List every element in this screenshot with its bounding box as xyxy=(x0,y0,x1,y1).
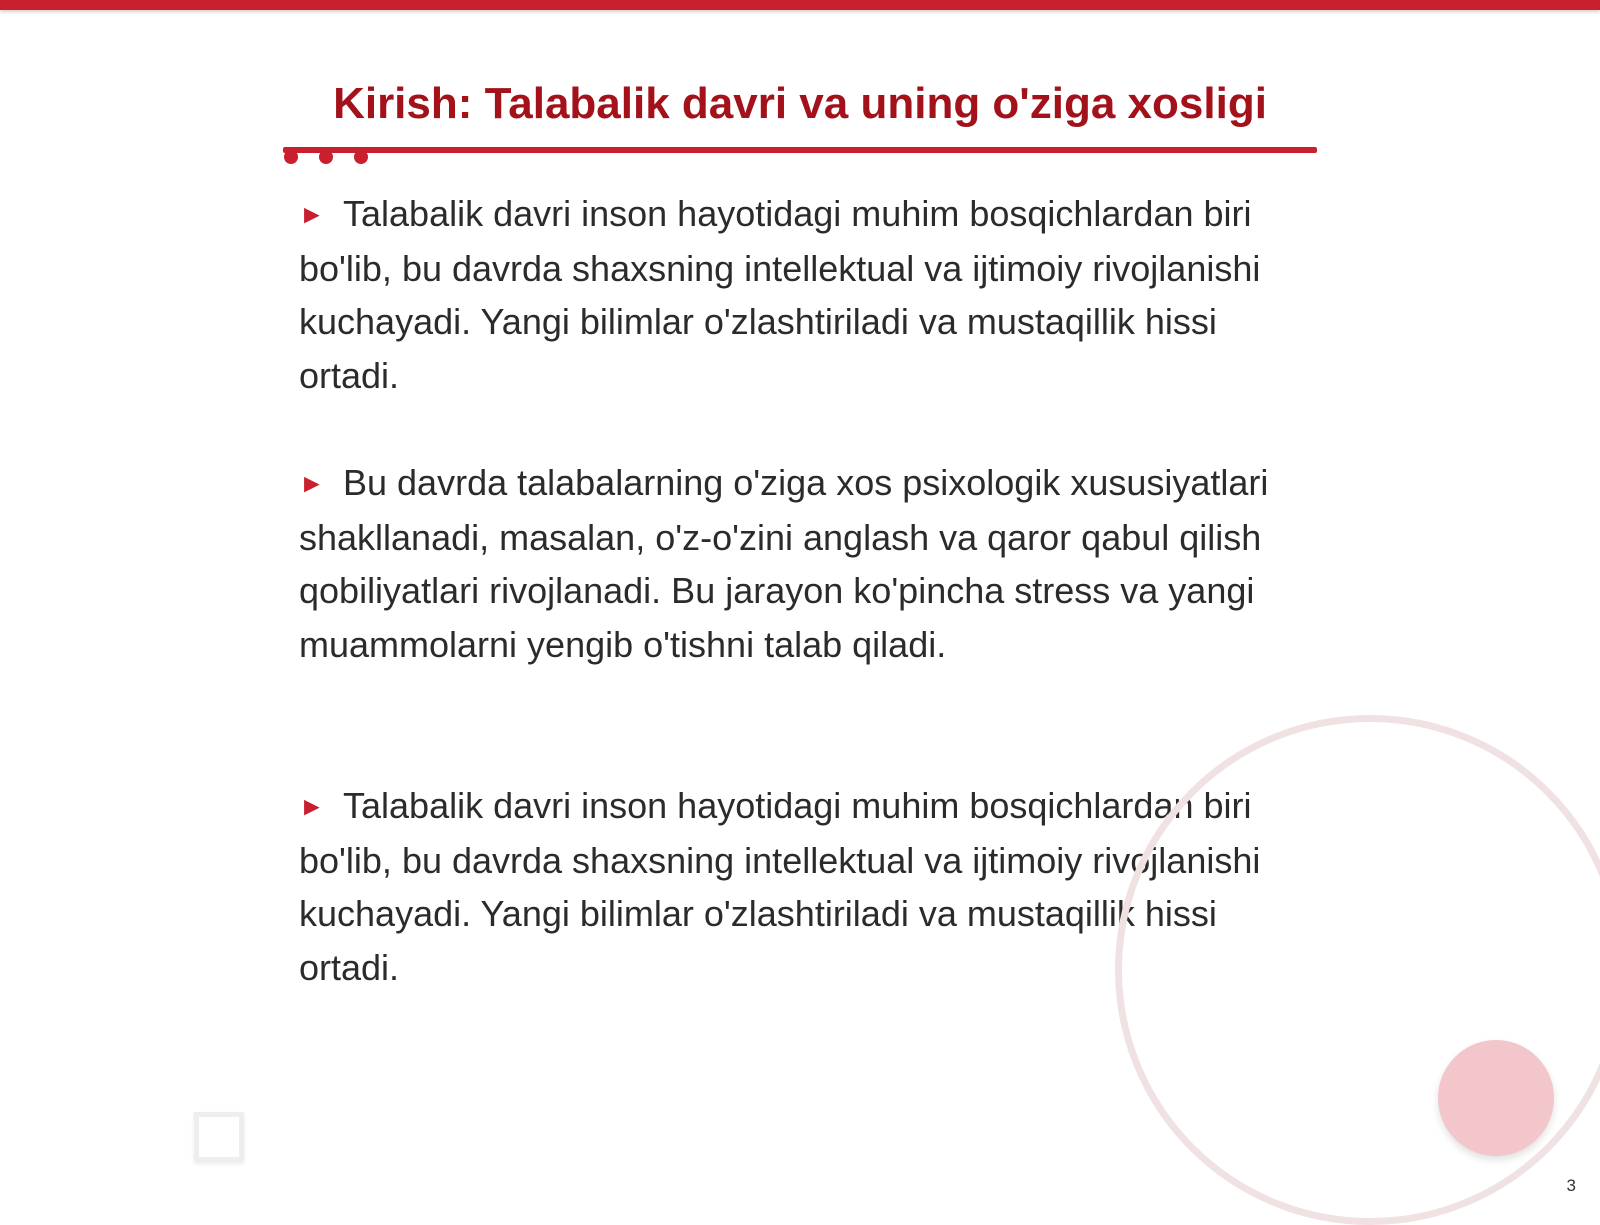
bullet-text: Bu davrda talabalarning o'ziga xos psixologik xususiyatlari shakllanadi, masalan, o'z-o'zini anglash va qaror qabul qilish qobiliyatlari rivojlanadi. Bu jarayon ko'pincha stress va yangi muammolarni yengib o'tishni talab qiladi. xyxy=(299,462,1269,665)
triangle-bullet-icon: ► xyxy=(299,468,325,498)
decorative-circle xyxy=(1438,1040,1554,1156)
triangle-bullet-icon: ► xyxy=(299,199,325,229)
underline-dot xyxy=(354,150,368,164)
title-underline xyxy=(283,147,1317,153)
page-number: 3 xyxy=(1566,1176,1576,1195)
decorative-ring xyxy=(1115,715,1600,1225)
top-accent-bar xyxy=(0,0,1600,10)
underline-dot xyxy=(319,150,333,164)
decorative-square xyxy=(194,1112,244,1162)
slide-title: Kirish: Talabalik davri va uning o'ziga xosligi xyxy=(333,79,1267,128)
triangle-bullet-icon: ► xyxy=(299,791,325,821)
bullet-text: Talabalik davri inson hayotidagi muhim bosqichlardan biri bo'lib, bu davrda shaxsning intellektual va ijtimoiy rivojlanishi kuchayadi. Yangi bilimlar o'zlashtiriladi va mustaqillik hissi ortadi. xyxy=(299,193,1261,396)
bullet-paragraph-1 xyxy=(299,187,1299,402)
underline-dot xyxy=(284,150,298,164)
bullet-paragraph-2 xyxy=(299,456,1299,671)
bullet-text: Talabalik davri inson hayotidagi muhim bosqichlardan biri bo'lib, bu davrda shaxsning intellektual va ijtimoiy rivojlanishi kuchayadi. Yangi bilimlar o'zlashtiriladi va mustaqillik hissi ortadi. xyxy=(299,785,1261,988)
